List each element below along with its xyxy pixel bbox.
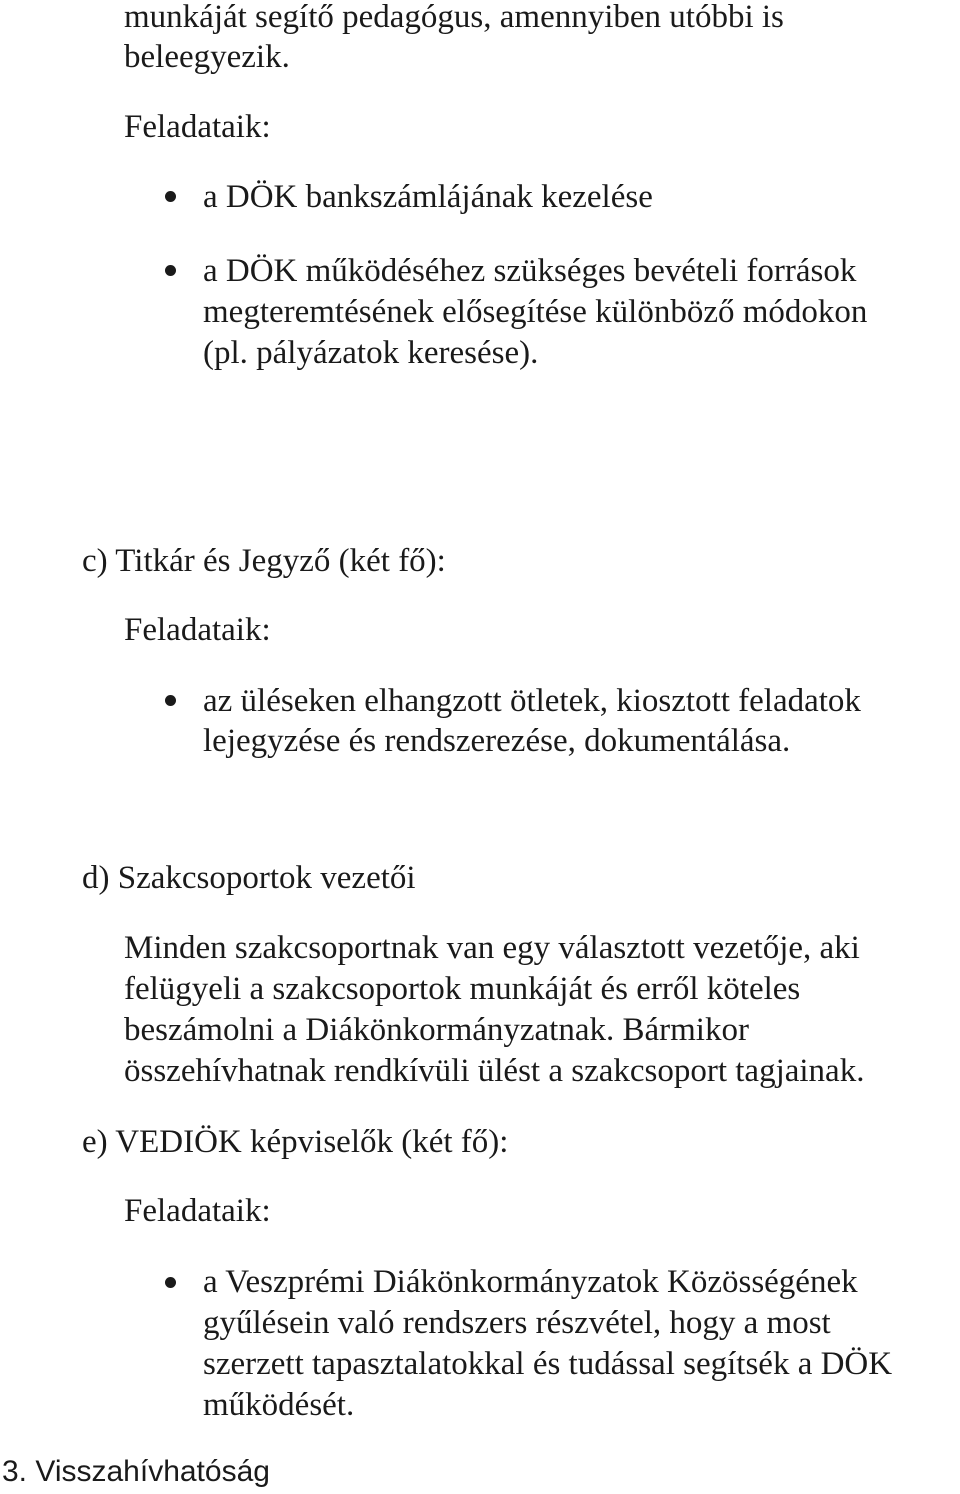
section-d-para-line-3: beszámolni a Diákönkormányzatnak. Bármikor: [124, 1012, 749, 1048]
section-b-bullet-1: a DÖK bankszámlájának kezelése: [203, 179, 653, 215]
section-d-heading: d) Szakcsoportok vezetői: [82, 860, 416, 896]
bullet-icon: [165, 695, 176, 706]
section-c-bullet-1-line-1: az üléseken elhangzott ötletek, kiosztott feladatok: [203, 683, 861, 719]
section-d-para-line-4: összehívhatnak rendkívüli ülést a szakcsoport tagjainak.: [124, 1053, 865, 1089]
section-e-bullet-1-line-2: gyűlésein való rendszers részvétel, hogy a most: [203, 1305, 831, 1341]
section-c-heading: c) Titkár és Jegyző (két fő):: [82, 543, 446, 579]
bullet-icon: [165, 191, 176, 202]
section-3-heading: 3. Visszahívhatóság: [2, 1455, 270, 1488]
section-e-heading: e) VEDIÖK képviselők (két fő):: [82, 1124, 509, 1160]
section-c-tasks-label: Feladataik:: [124, 612, 271, 648]
section-e-tasks-label: Feladataik:: [124, 1193, 271, 1229]
bullet-icon: [165, 1277, 176, 1288]
section-b-bullet-2-line-1: a DÖK működéséhez szükséges bevételi források: [203, 253, 857, 289]
section-e-bullet-1-line-4: működését.: [203, 1387, 355, 1423]
bullet-icon: [165, 265, 176, 276]
section-e-bullet-1-line-3: szerzett tapasztalatokkal és tudással segítsék a DÖK: [203, 1346, 893, 1382]
intro-line-2: beleegyezik.: [124, 39, 290, 75]
section-d-para-line-2: felügyeli a szakcsoportok munkáját és erről köteles: [124, 971, 801, 1007]
section-b-bullet-2-line-3: (pl. pályázatok keresése).: [203, 335, 539, 371]
section-b-tasks-label: Feladataik:: [124, 109, 271, 145]
section-c-bullet-1-line-2: lejegyzése és rendszerezése, dokumentálása.: [203, 723, 791, 759]
section-e-bullet-1-line-1: a Veszprémi Diákönkormányzatok Közösségének: [203, 1264, 858, 1300]
section-b-bullet-2-line-2: megteremtésének elősegítése különböző módokon: [203, 294, 868, 330]
intro-line-1: munkáját segítő pedagógus, amennyiben utóbbi is: [124, 0, 784, 35]
section-d-para-line-1: Minden szakcsoportnak van egy választott vezetője, aki: [124, 930, 860, 966]
